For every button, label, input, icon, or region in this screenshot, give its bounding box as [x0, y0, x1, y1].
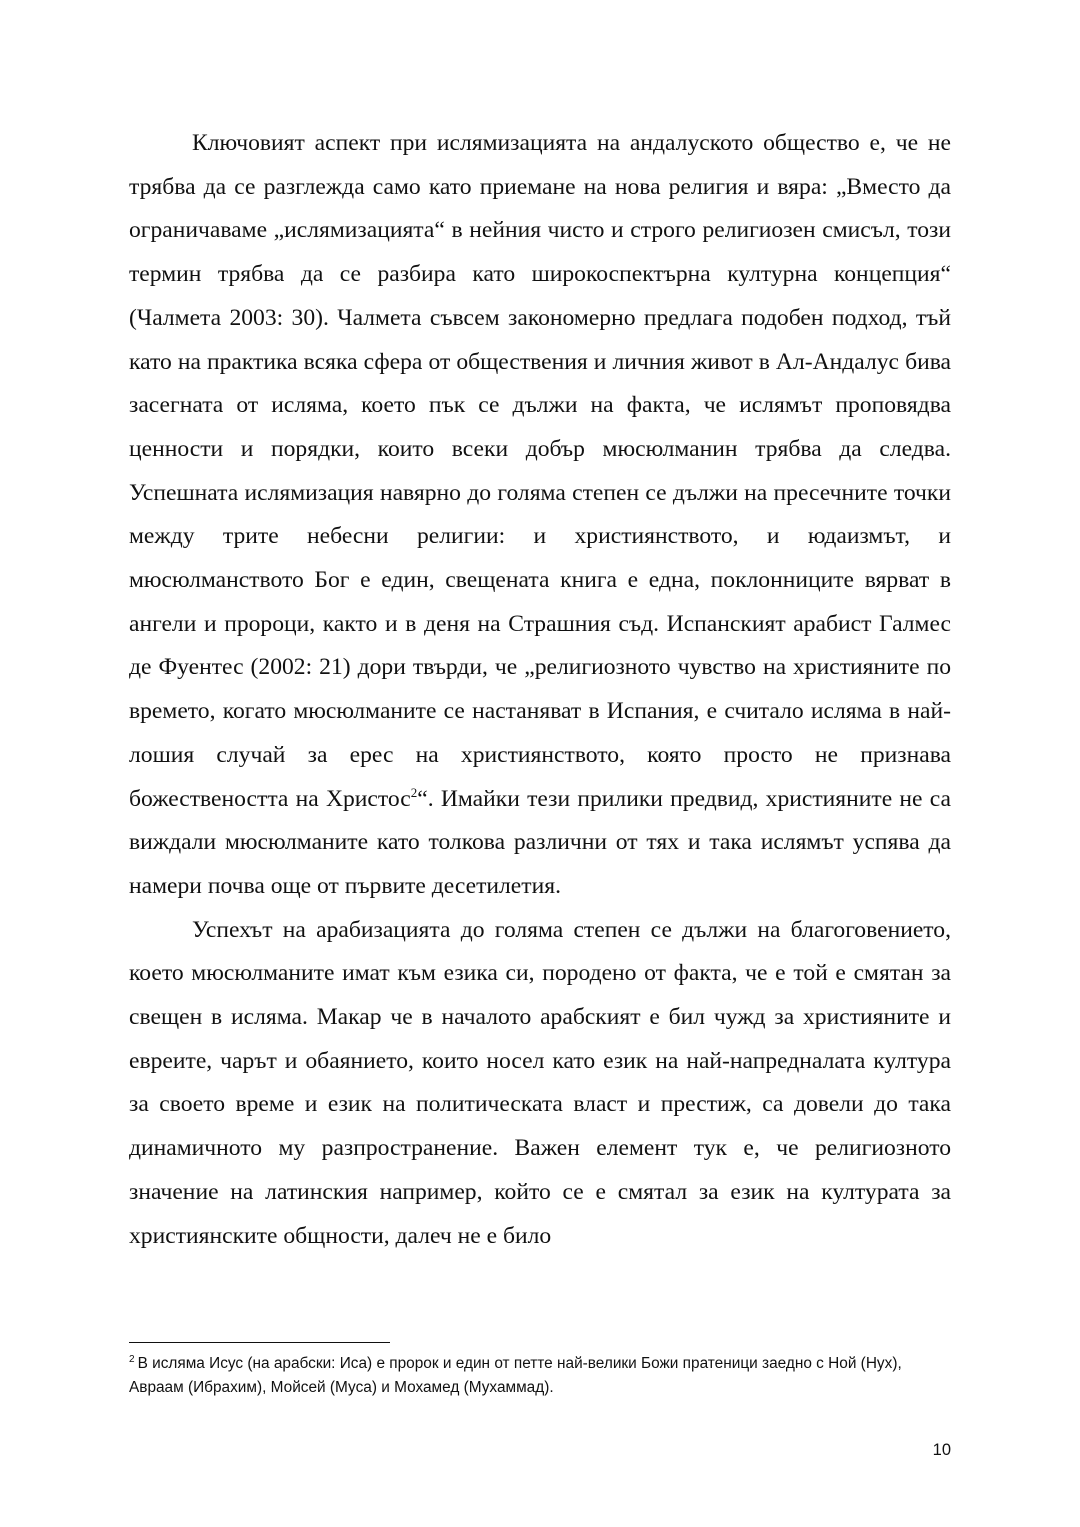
footnote-separator — [129, 1342, 390, 1343]
paragraph-1-text: Ключовият аспект при ислямизацията на андалуското общество е, че не трябва да се разглежда само като приемане на нова религия и вяра: „Вместо да ограничаваме „ислямизацията“ в нейния чисто и строго религиозен смисъл, този термин трябва да се разбира като широкоспектърна културна концепция“ (Чалмета 2003: 30). Чалмета съвсем закономерно предлага подобен подход, тъй като на практика всяка сфера от обществения и личния живот в Ал-Андалус бива засегната от исляма, което пък се дължи на факта, че ислямът проповядва ценности и порядки, които всеки добър мюсюлманин трябва да следва. Успешната ислямизация навярно до голяма степен се дължи на пресечните точки между трите небесни религии: и християнството, и юдаизмът, и мюсюлманството Бог е един, свещената книга е една, поклонниците вярват в ангели и пророци, както и в деня на Страшния съд. Испанският арабист Галмес де Фуентес (2002: 21) дори твърди, че „религиозното чувство на християните по времето, когато мюсюлманите се настаняват в Испания, е считало исляма в най-лошия случай за ерес на християнството, която просто не признава божествеността на Христос — [129, 130, 951, 812]
paragraph-1 — [129, 122, 951, 909]
footnote-reference[interactable]: 2 — [410, 784, 418, 800]
main-text — [129, 122, 951, 1258]
footnote-text: В исляма Исус (на арабски: Иса) е пророк и един от петте най-велики Божи пратеници заедно с Ной (Нух), Авраам (Ибрахим), Мойсей (Муса) и Мохамед (Мухаммад). — [129, 1355, 902, 1396]
page-number: 10 — [932, 1441, 951, 1459]
footnote — [129, 1352, 951, 1400]
paragraph-2: Успехът на арабизацията до голяма степен се дължи на благоговението, което мюсюлманите имат към езика си, породено от факта, че е той е смятан за свещен в исляма. Макар че в началото арабският е бил чужд за християните и евреите, чарът и обаянието, които носел като език на най-напредналата култура за своето време и език на политическата власт и престиж, са довели до така динамичното му разпространение. Важен елемент тук е, че религиозното значение на латинския например, който се е смятал за език на културата за християнските общности, далеч не е било — [129, 916, 951, 1249]
paragraph-1-text-continued: “. Имайки тези прилики предвид, християните не са виждали мюсюлманите като толкова различни от тях и така ислямът успява да намери почва още от първите десетилетия. — [129, 785, 951, 899]
footnote-number: 2 — [129, 1353, 135, 1365]
